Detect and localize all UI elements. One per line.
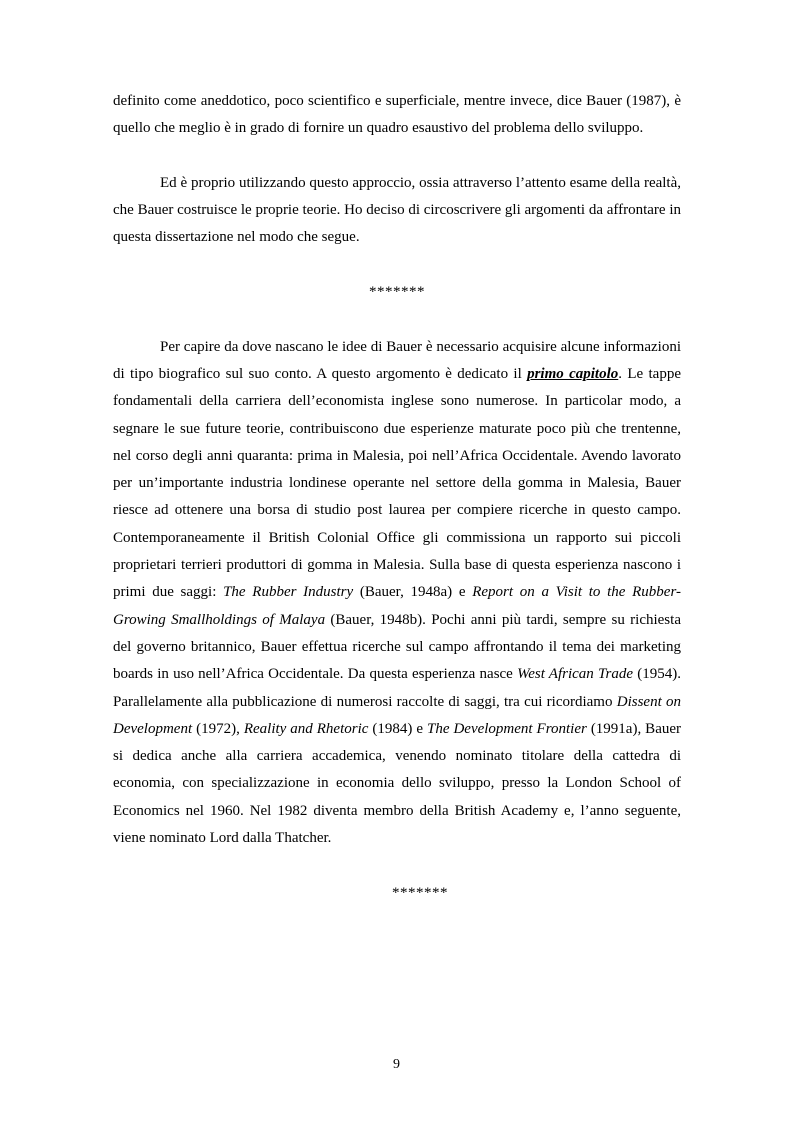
paragraph-gap	[113, 306, 681, 333]
paragraph-approach: Ed è proprio utilizzando questo approccio, ossia attraverso l’attento esame della realtà, che Bauer costruisce le proprie teorie. Ho deciso di circoscrivere gli argomenti da affrontare in questa dissertazione nel modo che segue.	[113, 174, 681, 246]
book-title: Report on a Visit to the Rubber-Growing Smallholdings of Malaya	[113, 584, 681, 628]
book-title: Dissent on Development	[113, 693, 681, 737]
text-run: (1972),	[192, 720, 244, 737]
paragraph-first-chapter	[113, 334, 681, 853]
paragraph-gap	[113, 252, 681, 279]
text-run: Per capire da dove nascano le idee di Bauer è necessario acquisire alcune informazioni di tipo biografico sul suo conto. A questo argomento è dedicato il	[113, 338, 681, 382]
page-body	[113, 88, 681, 907]
book-title: The Development Frontier	[426, 720, 587, 737]
page-number: 9	[393, 1057, 400, 1072]
book-title: Reality and Rhetoric	[243, 720, 369, 737]
section-separator: *******	[369, 284, 425, 301]
text-run: (1991a), Bauer si dedica anche alla carriera accademica, venendo nominato titolare della cattedra di economia, con specializzazione in economia dello sviluppo, presso la London School of Economics nel 1960. Nel 1982 diventa membro della British Academy e, l’anno seguente, viene nominato Lord dalla Thatcher.	[113, 720, 682, 847]
section-separator: *******	[392, 884, 448, 901]
text-run: (1984) e	[368, 720, 427, 737]
text-run: . Le tappe fondamentali della carriera dell’economista inglese sono numerose. In particolar modo, a segnare le sue future teorie, contribuiscono due esperienze maturate poco più che trentenne, nel corso degli anni quaranta: prima in Malesia, poi nell’Africa Occidentale. Avendo lavorato per un’importante industria londinese operante nel settore della gomma in Malesia, Bauer riesce ad ottenere una borsa di studio post laurea per compiere ricerche in questo campo. Contemporaneamente il British Colonial Office gli commissiona un rapporto sui piccoli proprietari terrieri produttori di gomma in Malesia. Sulla base di questa esperienza nascono i primi due saggi:	[113, 365, 681, 601]
text-run: (1954). Parallelamente alla pubblicazione di numerosi raccolte di saggi, tra cui ricordiamo	[113, 666, 682, 710]
book-title: West African Trade	[517, 666, 634, 683]
text-run: (Bauer, 1948b). Pochi anni più tardi, sempre su richiesta del governo britannico, Bauer effettua ricerche sul campo affrontando il tema dei marketing boards in uso nell’Africa Occidentale. Da questa esperienza nasce	[113, 611, 681, 683]
paragraph-gap	[113, 143, 681, 170]
chapter-reference: primo capitolo	[527, 365, 619, 382]
paragraph-continuation: definito come aneddotico, poco scientifico e superficiale, mentre invece, dice Bauer (1987), è quello che meglio è in grado di fornire un quadro esaustivo del problema dello sviluppo.	[113, 93, 681, 137]
text-run: (Bauer, 1948a) e	[353, 584, 473, 601]
book-title: The Rubber Industry	[223, 584, 354, 601]
paragraph-gap	[113, 852, 681, 879]
